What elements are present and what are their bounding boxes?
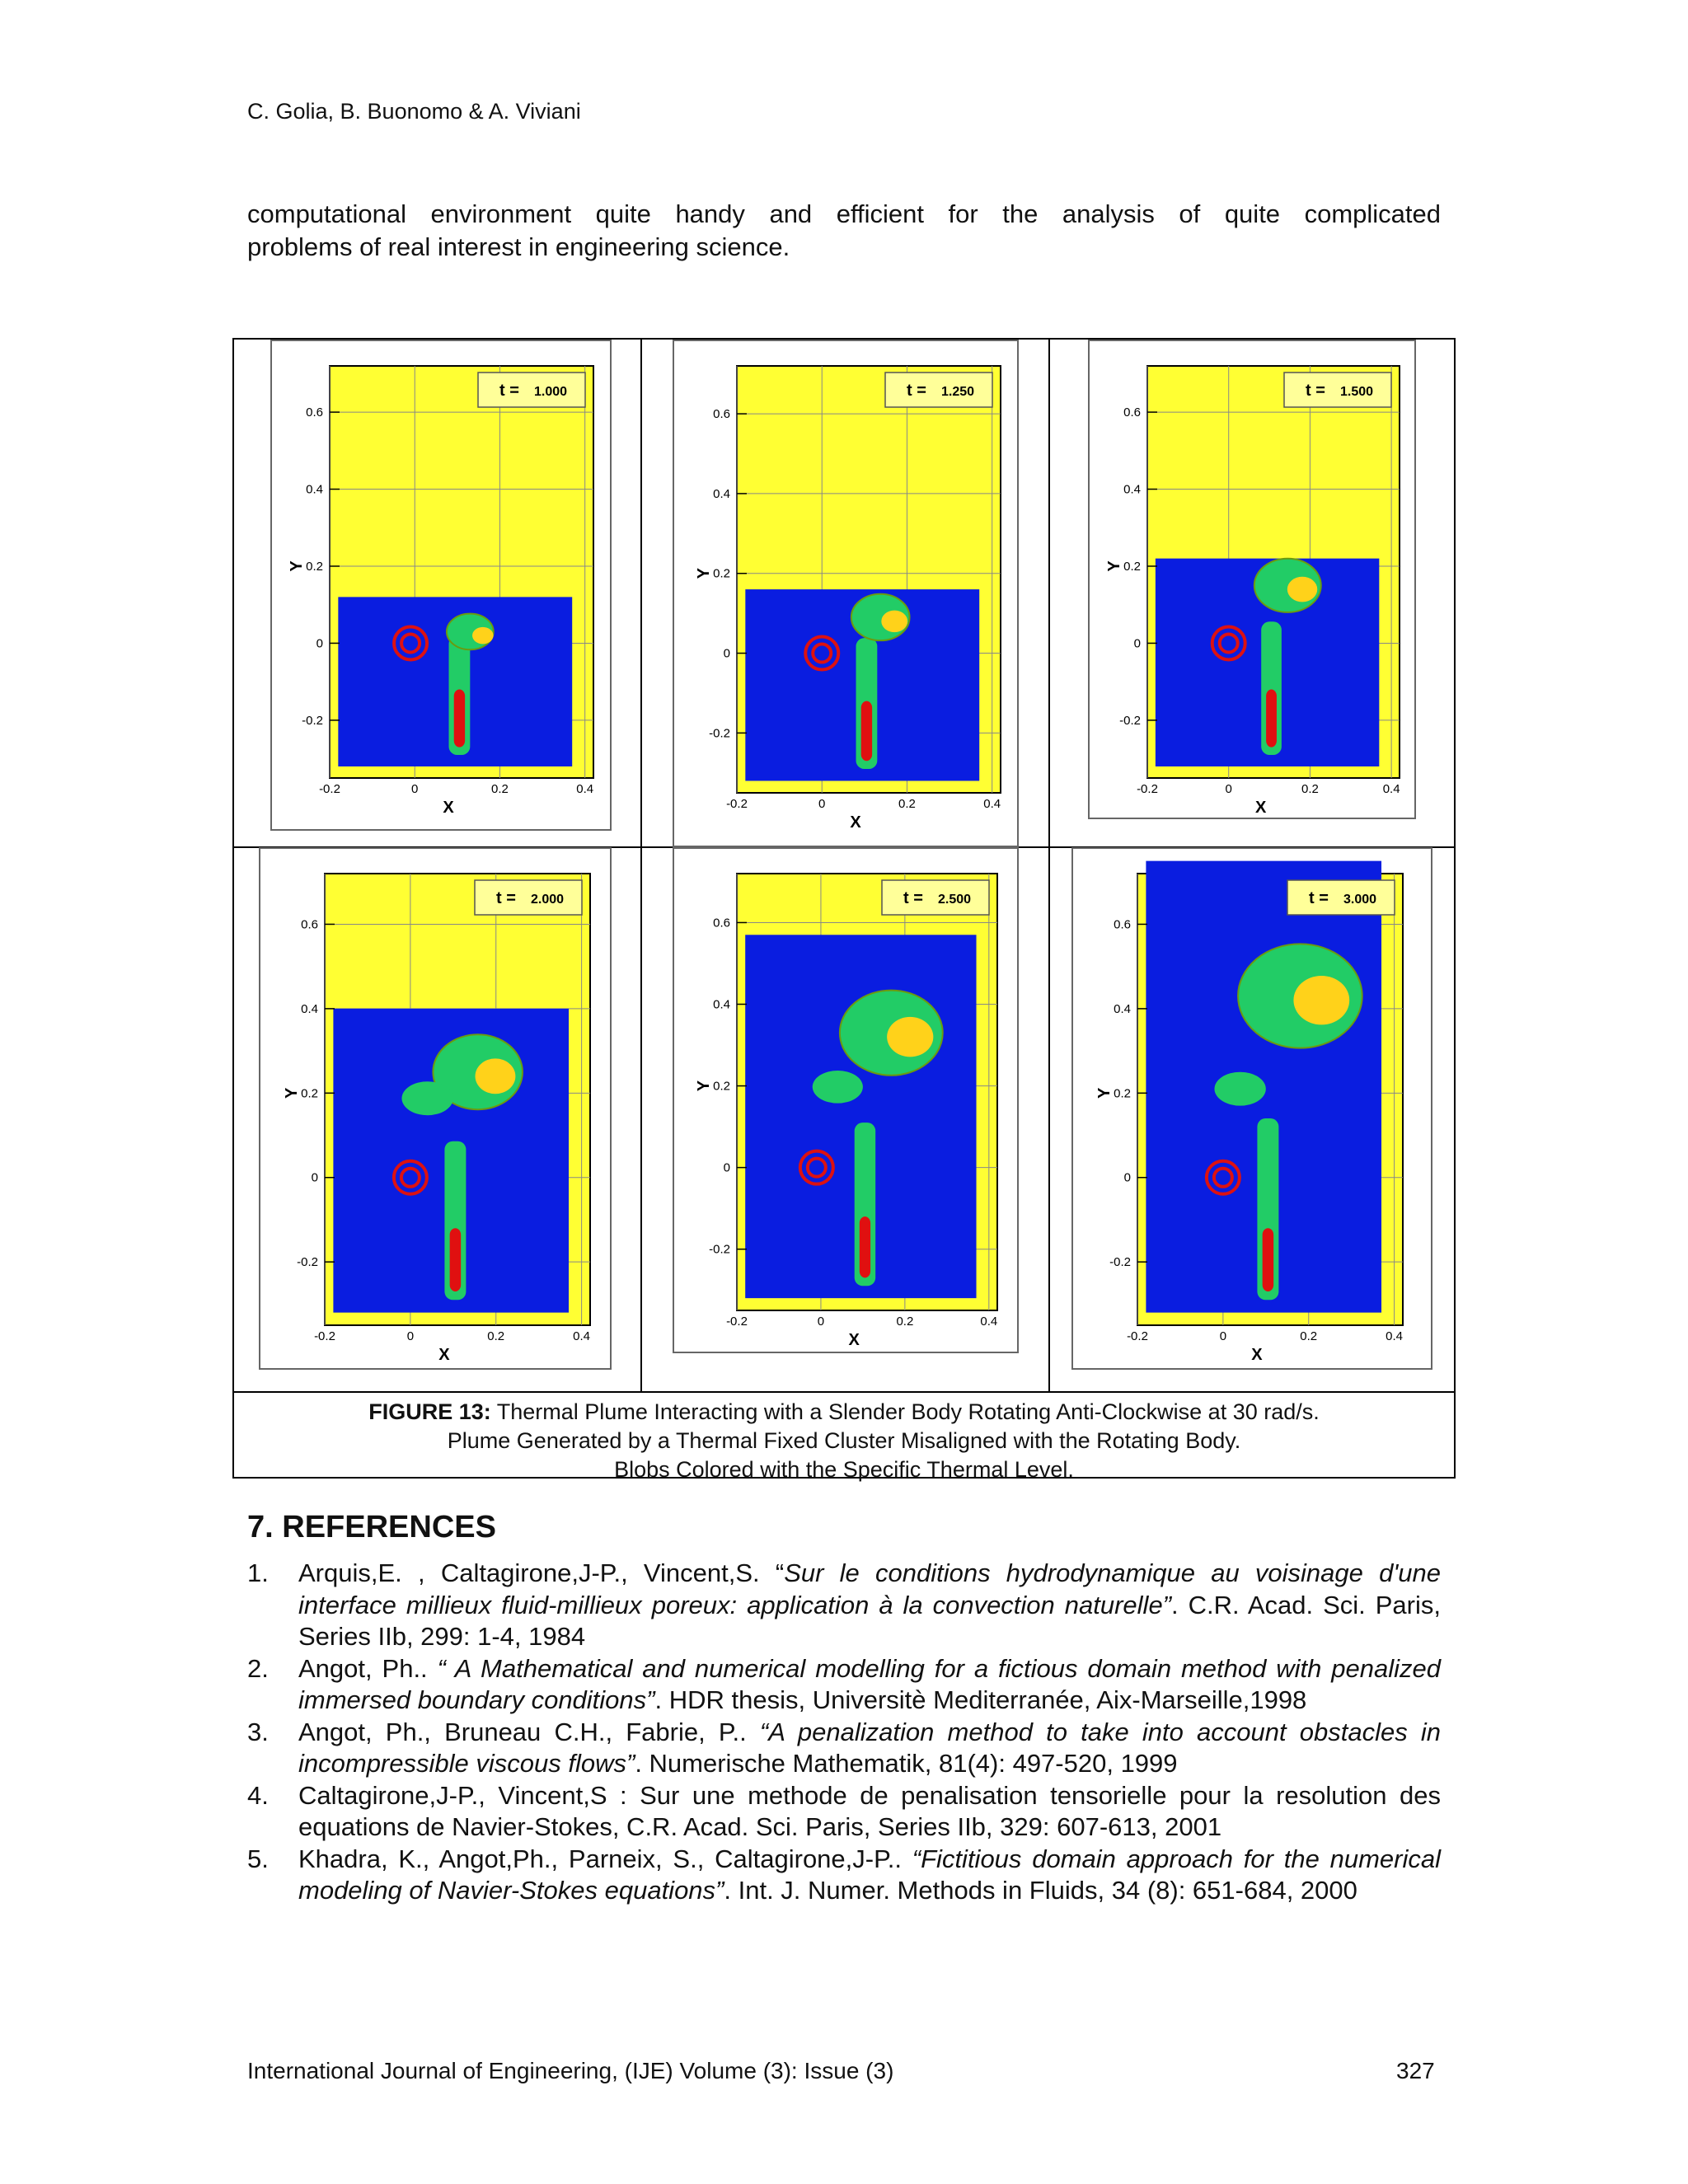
figure-caption: [234, 1393, 1454, 1482]
y-tick-label: -0.2: [1119, 713, 1141, 728]
time-label: t =: [1309, 889, 1329, 907]
x-tick-label: 0.2: [898, 797, 916, 811]
time-value: 1.000: [534, 385, 568, 399]
plume-core: [860, 1216, 870, 1277]
time-value: 1.500: [1340, 385, 1374, 399]
y-tick-label: -0.2: [297, 1255, 318, 1270]
y-axis-label: Y: [1105, 560, 1123, 572]
x-axis-label: X: [848, 1331, 860, 1349]
reference-item: [247, 1780, 1441, 1844]
y-tick-label: 0.6: [713, 407, 730, 422]
x-tick-label: -0.2: [1137, 782, 1158, 796]
reference-authors: Khadra, K., Angot,Ph., Parneix, S., Caltagirone,J-P..: [298, 1844, 912, 1873]
x-tick-label: 0.2: [896, 1315, 914, 1329]
y-tick-label: -0.2: [709, 1242, 730, 1257]
plume-lobe: [401, 1081, 452, 1115]
y-tick-label: 0.2: [301, 1086, 318, 1101]
x-axis-label: X: [438, 1346, 450, 1364]
y-tick-label: 0.4: [1114, 1001, 1131, 1016]
y-axis-label: Y: [695, 1080, 713, 1092]
reference-number: 5.: [247, 1844, 269, 1873]
y-tick-label: 0.4: [713, 486, 730, 501]
reference-source: . Numerische Mathematik, 81(4): 497-520, 1999: [635, 1749, 1178, 1778]
y-tick-label: 0.4: [713, 997, 730, 1012]
plume-plot: [260, 849, 610, 1368]
x-tick-label: 0: [411, 782, 419, 796]
x-tick-label: 0.2: [1300, 1329, 1318, 1343]
y-tick-label: 0.4: [306, 482, 323, 497]
x-axis-label: X: [443, 799, 454, 817]
x-tick-label: -0.2: [319, 782, 340, 796]
plume-cap-core: [472, 627, 494, 644]
y-tick-label: 0.2: [306, 559, 323, 574]
y-tick-label: 0: [311, 1170, 318, 1185]
plume-panel-t3000: [1071, 847, 1432, 1370]
y-tick-label: 0.4: [1123, 482, 1141, 497]
plume-panel-t1250: [673, 340, 1019, 847]
footer-journal: International Journal of Engineering, (IJE) Volume (3): Issue (3): [247, 2058, 894, 2083]
x-tick-label: 0.4: [576, 782, 594, 796]
y-tick-label: 0: [723, 1160, 730, 1175]
x-axis-label: X: [1251, 1346, 1263, 1364]
references-list: [247, 1558, 1441, 1907]
reference-item: [247, 1653, 1441, 1717]
plume-lobe: [1214, 1072, 1265, 1106]
x-tick-label: 0.4: [1382, 782, 1400, 796]
plume-plot: [272, 341, 610, 829]
intro-line-2: problems of real interest in engineering science.: [247, 232, 790, 261]
page-number: 327: [1396, 2058, 1435, 2083]
plume-panel-t1500: [1088, 340, 1416, 819]
time-label-box: [478, 373, 585, 407]
intro-line-1: computational environment quite handy and efficient for the analysis of quite complicated: [247, 199, 1441, 228]
time-label: t =: [1306, 382, 1325, 400]
table-divider: [1048, 340, 1050, 1393]
plume-core: [1263, 1228, 1274, 1291]
plume-panel-t2000: [259, 847, 612, 1370]
running-header: C. Golia, B. Buonomo & A. Viviani: [247, 99, 581, 124]
y-tick-label: -0.2: [709, 726, 730, 741]
plume-core: [1266, 690, 1277, 748]
time-value: 2.500: [938, 893, 972, 907]
time-label: t =: [903, 889, 923, 907]
reference-source: . HDR thesis, Universitè Mediterranée, Aix-Marseille,1998: [654, 1685, 1307, 1714]
x-tick-label: -0.2: [726, 797, 748, 811]
y-axis-label: Y: [1095, 1087, 1114, 1099]
reference-source: . Int. J. Numer. Methods in Fluids, 34 (8): 651-684, 2000: [724, 1876, 1357, 1905]
x-tick-label: 0: [817, 1315, 825, 1329]
reference-number: 4.: [247, 1780, 269, 1810]
reference-title: “Fictitious domain approach for the numerical modeling of Navier-Stokes equations”: [298, 1844, 1441, 1905]
y-axis-label: Y: [288, 560, 306, 572]
reference-number: 2.: [247, 1653, 269, 1683]
time-value: 2.000: [531, 893, 565, 907]
y-tick-label: 0.2: [1114, 1086, 1131, 1101]
reference-title: Sur le conditions hydrodynamique au voisinage d'une interface millieux fluid-millieux poreux: application à la convection naturelle”: [298, 1558, 1441, 1619]
time-label-box: [475, 880, 582, 915]
y-tick-label: 0.4: [301, 1001, 318, 1016]
y-tick-label: 0.6: [306, 405, 323, 420]
plume-plot: [1073, 849, 1431, 1368]
time-label-box: [1284, 373, 1391, 407]
y-tick-label: -0.2: [1109, 1255, 1131, 1270]
reference-title: “A penalization method to take into account obstacles in incompressible viscous flows”: [298, 1717, 1441, 1778]
y-tick-label: 0.6: [301, 917, 318, 932]
plume-cap-core: [1287, 577, 1317, 602]
reference-authors: Angot, Ph., Bruneau C.H., Fabrie, P..: [298, 1717, 760, 1746]
caption-line-2: Plume Generated by a Thermal Fixed Cluster Misaligned with the Rotating Body.: [447, 1428, 1241, 1453]
y-axis-label: Y: [283, 1087, 301, 1099]
reference-number: 3.: [247, 1717, 269, 1746]
reference-item: [247, 1844, 1441, 1907]
y-tick-label: 0: [1133, 636, 1141, 651]
x-tick-label: 0: [1225, 782, 1232, 796]
reference-authors: Caltagirone,J-P., Vincent,S : Sur une methode de penalisation tensorielle pour la resolution des equations de Navier-Stokes, C.R. Acad. Sci. Paris, Series IIb, 329: 607-613, 2001: [298, 1780, 1441, 1841]
reference-number: 1.: [247, 1558, 269, 1587]
x-tick-label: 0.2: [487, 1329, 505, 1343]
x-tick-label: -0.2: [726, 1315, 748, 1329]
y-axis-label: Y: [695, 568, 713, 579]
time-label: t =: [907, 382, 926, 400]
plume-panel-t1000: [270, 340, 612, 831]
plume-panel-t2500: [673, 847, 1019, 1353]
reference-authors: Angot, Ph..: [298, 1653, 438, 1683]
y-tick-label: 0.2: [1123, 559, 1141, 574]
y-tick-label: 0: [1123, 1170, 1131, 1185]
reference-item: [247, 1717, 1441, 1780]
table-divider: [640, 340, 642, 1393]
y-tick-label: -0.2: [302, 713, 323, 728]
reference-authors: Arquis,E. , Caltagirone,J-P., Vincent,S. “: [298, 1558, 785, 1587]
plume-cap-core: [881, 611, 907, 633]
figure-13-table: [232, 338, 1456, 1482]
time-label: t =: [499, 382, 519, 400]
y-tick-label: 0.6: [713, 916, 730, 930]
plume-core: [861, 701, 872, 762]
plume-core: [450, 1228, 462, 1291]
x-tick-label: -0.2: [314, 1329, 335, 1343]
x-tick-label: 0.4: [980, 1315, 998, 1329]
caption-label: FIGURE 13:: [368, 1399, 491, 1424]
intro-paragraph: [247, 198, 1441, 264]
caption-line-3: Blobs Colored with the Specific Thermal Level.: [614, 1457, 1074, 1482]
time-value: 1.250: [941, 385, 975, 399]
y-tick-label: 0.2: [713, 566, 730, 581]
x-tick-label: -0.2: [1127, 1329, 1148, 1343]
x-tick-label: 0: [818, 797, 826, 811]
plume-core: [454, 690, 465, 748]
time-label-box: [885, 373, 992, 407]
reference-item: [247, 1558, 1441, 1653]
x-tick-label: 0.2: [491, 782, 509, 796]
x-axis-label: X: [850, 813, 861, 832]
time-value: 3.000: [1343, 893, 1377, 907]
references-heading: 7. REFERENCES: [247, 1510, 496, 1544]
reference-title: “ A Mathematical and numerical modelling for a fictious domain method with penalized immersed boundary conditions”: [298, 1653, 1441, 1714]
plume-cap-core: [887, 1017, 933, 1057]
x-tick-label: 0.4: [983, 797, 1001, 811]
caption-line-1: Thermal Plume Interacting with a Slender Body Rotating Anti-Clockwise at 30 rad/s.: [490, 1399, 1320, 1424]
x-axis-label: X: [1255, 799, 1267, 817]
time-label-box: [882, 880, 989, 915]
y-tick-label: 0.2: [713, 1079, 730, 1094]
y-tick-label: 0.6: [1123, 405, 1141, 420]
x-tick-label: 0: [406, 1329, 415, 1343]
x-tick-label: 0: [1219, 1329, 1227, 1343]
x-tick-label: 0.4: [573, 1329, 591, 1343]
plume-plot: [674, 341, 1017, 846]
y-tick-label: 0: [316, 636, 323, 651]
y-tick-label: 0.6: [1114, 917, 1131, 932]
plume-cap-core: [1293, 976, 1349, 1024]
time-label: t =: [496, 889, 516, 907]
time-label-box: [1287, 880, 1395, 915]
reference-source: . C.R. Acad. Sci. Paris, Series IIb, 299: 1-4, 1984: [298, 1590, 1441, 1651]
plume-plot: [1090, 341, 1414, 818]
plume-lobe: [813, 1071, 863, 1104]
x-tick-label: 0.2: [1301, 782, 1319, 796]
plume-cap-core: [476, 1058, 516, 1094]
plume-plot: [674, 849, 1017, 1352]
x-tick-label: 0.4: [1386, 1329, 1404, 1343]
y-tick-label: 0: [723, 646, 730, 661]
